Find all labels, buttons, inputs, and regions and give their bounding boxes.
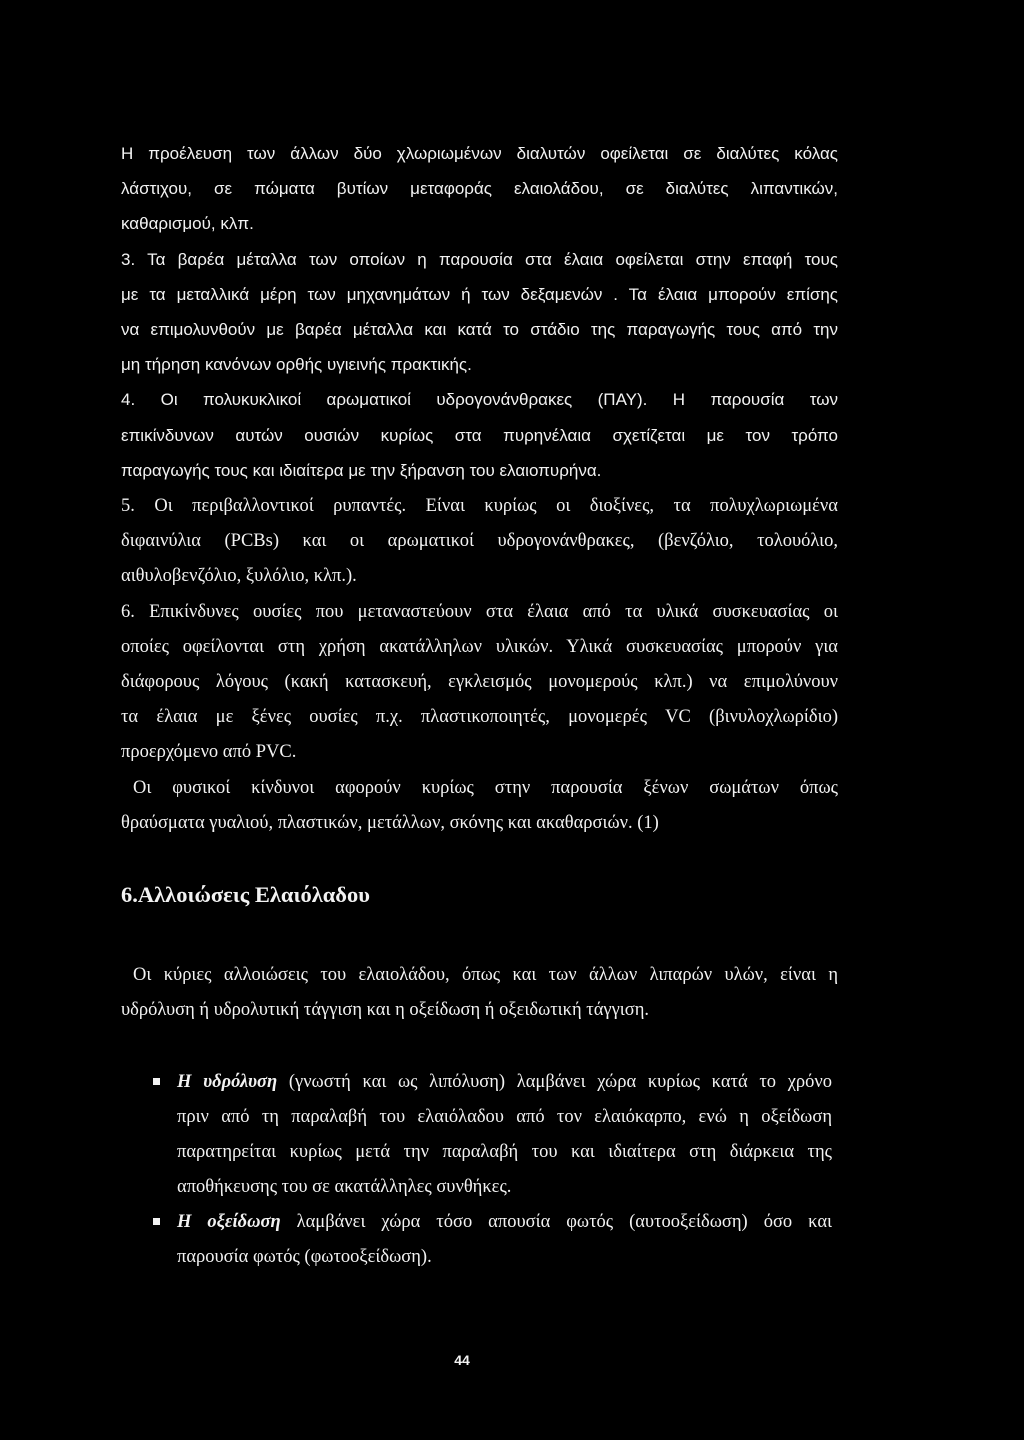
page-number: 44 bbox=[454, 1352, 470, 1368]
bullet-marker bbox=[153, 1218, 160, 1225]
text-line: Οι φυσικοί κίνδυνοι αφορούν κυρίως στην παρουσία ξένων σωμάτων όπως bbox=[133, 778, 838, 798]
text-line: 4. Οι πολυκυκλικοί αρωματικοί υδρογονάνθρακες (ΠΑΥ). Η παρουσία των bbox=[121, 390, 838, 409]
bullet-term: Η υδρόλυση bbox=[177, 1072, 278, 1092]
text-line: να επιμολυνθούν με βαρέα μέταλλα και κατά το στάδιο της παραγωγής τους από την bbox=[121, 320, 838, 339]
text-line: παρουσία φωτός (φωτοοξείδωση). bbox=[177, 1247, 432, 1267]
text-line: πριν από τη παραλαβή του ελαιόλαδου από τον ελαιόκαρπο, ενώ η οξείδωση bbox=[177, 1107, 832, 1127]
text-line: καθαρισμού, κλπ. bbox=[121, 214, 254, 233]
text-line: αποθήκευσης του σε ακατάλληλες συνθήκες. bbox=[177, 1177, 512, 1197]
text-line: 6. Επικίνδυνες ουσίες που μεταναστεύουν στα έλαια από τα υλικά συσκευασίας οι bbox=[121, 602, 838, 622]
text-line: λάστιχου, σε πώματα βυτίων μεταφοράς ελαιολάδου, σε διαλύτες λιπαντικών, bbox=[121, 179, 838, 198]
text-line: τα έλαια με ξένες ουσίες π.χ. πλαστικοποιητές, μονομερές VC (βινυλοχλωρίδιο) bbox=[121, 707, 838, 727]
text-line: επικίνδυνων αυτών ουσιών κυρίως στα πυρηνέλαια σχετίζεται με τον τρόπο bbox=[121, 426, 838, 445]
text-line: υδρόλυση ή υδρολυτική τάγγιση και η οξείδωση ή οξειδωτική τάγγιση. bbox=[121, 1000, 649, 1020]
text-line: αιθυλοβενζόλιο, ξυλόλιο, κλπ.). bbox=[121, 566, 357, 586]
text-line: διφαινύλια (PCBs) και οι αρωματικοί υδρογονάνθρακες, (βενζόλιο, τολουόλιο, bbox=[121, 531, 838, 551]
text-line: Οι κύριες αλλοιώσεις του ελαιολάδου, όπως και των άλλων λιπαρών υλών, είναι η bbox=[133, 965, 838, 985]
text-line: θραύσματα γυαλιού, πλαστικών, μετάλλων, σκόνης και ακαθαρσιών. (1) bbox=[121, 813, 659, 833]
text-line: με τα μεταλλικά μέρη των μηχανημάτων ή των δεξαμενών . Τα έλαια μπορούν επίσης bbox=[121, 285, 838, 304]
text-line: διάφορους λόγους (κακή κατασκευή, εγκλεισμός μονομερούς κλπ.) να επιμολύνουν bbox=[121, 672, 838, 692]
bullet-text: (γνωστή και ως λιπόλυση) λαμβάνει χώρα κυρίως κατά το χρόνο bbox=[288, 1072, 833, 1092]
bullet-item bbox=[177, 1070, 832, 1094]
bullet-text: λαμβάνει χώρα τόσο απουσία φωτός (αυτοοξείδωση) όσο και bbox=[296, 1212, 832, 1232]
section-heading: 6.Αλλοιώσεις Ελαιόλαδου bbox=[121, 882, 370, 907]
bullet-term: Η οξείδωση bbox=[177, 1212, 281, 1232]
bullet-marker bbox=[153, 1078, 160, 1085]
text-line: παρατηρείται κυρίως μετά την παραλαβή του και ιδιαίτερα στη διάρκεια της bbox=[177, 1142, 832, 1162]
bullet-item bbox=[177, 1210, 832, 1234]
text-line: 5. Οι περιβαλλοντικοί ρυπαντές. Είναι κυρίως οι διοξίνες, τα πολυχλωριωμένα bbox=[121, 496, 838, 516]
text-line: παραγωγής τους και ιδιαίτερα με την ξήρανση του ελαιοπυρήνα. bbox=[121, 461, 602, 480]
text-line: Η προέλευση των άλλων δύο χλωριωμένων διαλυτών οφείλεται σε διαλύτες κόλας bbox=[121, 144, 838, 163]
text-line: μη τήρηση κανόνων ορθής υγιεινής πρακτικής. bbox=[121, 355, 472, 374]
text-line: προερχόμενο από PVC. bbox=[121, 742, 297, 762]
text-line: οποίες οφείλονται στη χρήση ακατάλληλων υλικών. Υλικά συσκευασίας μπορούν για bbox=[121, 637, 838, 657]
text-line: 3. Τα βαρέα μέταλλα των οποίων η παρουσία στα έλαια οφείλεται στην επαφή τους bbox=[121, 250, 838, 269]
